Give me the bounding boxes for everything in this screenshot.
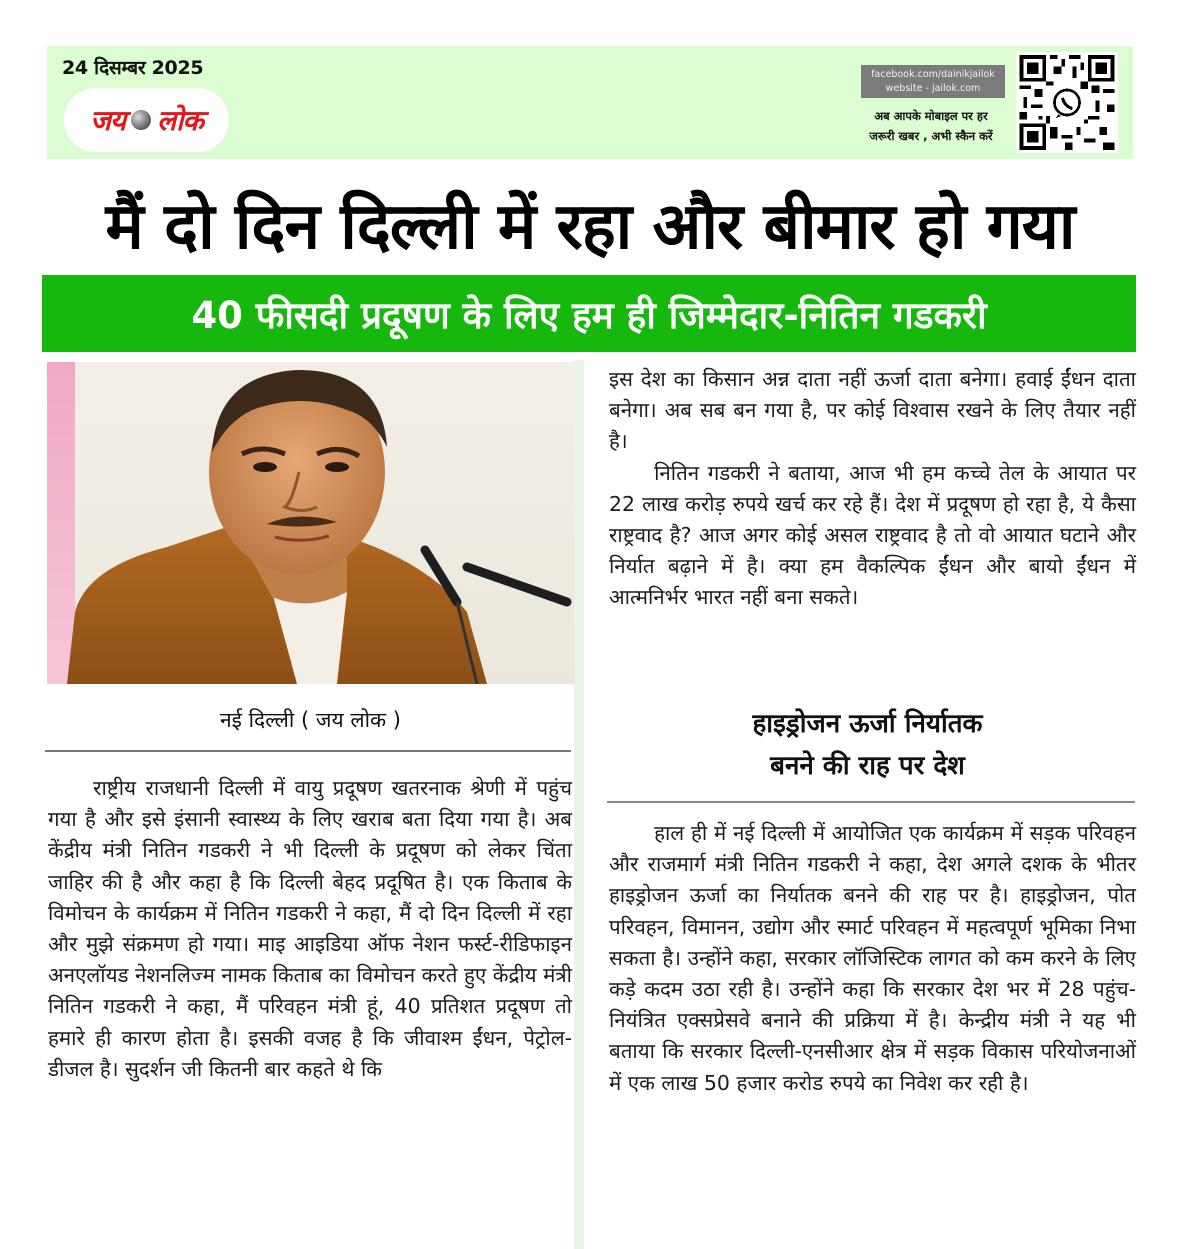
facebook-link[interactable]: facebook.com/dainikjailok bbox=[871, 69, 995, 80]
section-heading-line1: हाइड्रोजन ऊर्जा निर्यातक bbox=[752, 709, 983, 739]
section-heading-line2: बनने की राह पर देश bbox=[770, 751, 965, 781]
speaker-portrait-illustration bbox=[47, 362, 574, 684]
subheadline-text: 40 फीसदी प्रदूषण के लिए हम ही जिम्मेदार-नितिन गडकरी bbox=[191, 294, 987, 337]
section-divider bbox=[607, 801, 1135, 803]
globe-icon bbox=[131, 110, 151, 130]
dateline: नई दिल्ली ( जय लोक ) bbox=[219, 708, 402, 732]
body-paragraph: राष्ट्रीय राजधानी दिल्ली में वायु प्रदूषण खतरनाक श्रेणी में पहुंच गया है और इसे इंसानी स्वास्थ्य के लिए खराब बता दिया गया है। अब केंद्रीय मंत्री नितिन गडकरी ने भी दिल्ली के प्रदूषण को लेकर चिंता जाहिर की है और कहा है कि दिल्ली बेहद प्रदूषित है। एक किताब के विमोचन के कार्यक्रम में नितिन गडकरी ने कहा, मैं दो दिन दिल्ली में रहा और मुझे संक्रमण हो गया। माइ आइडिया ऑफ नेशन फर्स्ट-रीडिफाइन अनएलॉयड नेशनलिज्म नामक किताब का विमोचन करते हुए केंद्रीय मंत्री नितिन गडकरी ने कहा, मैं परिवहन मंत्री हूं, 40 प्रतिशत प्रदूषण तो हमारे ही कारण होता है। इसकी वजह है कि जीवाश्म ईंधन, पेट्रोल-डीजल है। सुदर्शन जी कितनी बार कहते थे कि bbox=[48, 776, 572, 1081]
website-link[interactable]: website - jailok.com bbox=[885, 83, 981, 94]
body-paragraph: इस देश का किसान अन्न दाता नहीं ऊर्जा दाता बनेगा। हवाई ईंधन दाता बनेगा। अब सब बन गया है, पर कोई विश्वास रखने के लिए तैयार नहीं है। bbox=[609, 367, 1136, 454]
right-column-body-top bbox=[609, 364, 1136, 614]
body-paragraph: नितिन गडकरी ने बताया, आज भी हम कच्चे तेल के आयात पर 22 लाख करोड़ रुपये खर्च कर रहे हैं। देश में प्रदूषण हो रहा है, ये कैसा राष्ट्रवाद है? आज अगर कोई असल राष्ट्रवाद है तो वो आयात घटाने और निर्यात बढ़ाने में है। क्या हम वैकल्पिक ईंधन और बायो ईंधन में आत्मनिर्भर भारत नहीं बना सकते। bbox=[609, 460, 1136, 610]
scan-prompt-line2: जरूरी खबर , अभी स्कैन करें bbox=[869, 129, 993, 143]
issue-date: 24 दिसम्बर 2025 bbox=[62, 57, 204, 79]
column-divider bbox=[574, 360, 584, 1249]
section-heading bbox=[597, 703, 1138, 787]
masthead bbox=[47, 46, 1133, 159]
logo-word-lok: लोक bbox=[157, 104, 203, 137]
article-photo[interactable] bbox=[47, 362, 574, 684]
social-links-box bbox=[861, 65, 1005, 98]
body-paragraph: हाल ही में नई दिल्ली में आयोजित एक कार्यक्रम में सड़क परिवहन और राजमार्ग मंत्री नितिन गडकरी ने कहा, देश अगले दशक के भीतर हाइड्रोजन ऊर्जा का निर्यातक बनने की राह पर है। हाइड्रोजन, पोत परिवहन, विमानन, उद्योग और स्मार्ट परिवहन में महत्वपूर्ण भूमिका निभा सकता है। उन्होंने कहा, सरकार लॉजिस्टिक लागत को कम करने के लिए कड़े कदम उठा रही है। उन्होंने कहा कि सरकार देश भर में 28 पहुंच-नियंत्रित एक्सप्रेसवे बनाने की प्रक्रिया में है। केन्द्रीय मंत्री ने यह भी बताया कि सरकार दिल्ली-एनसीआर क्षेत्र में सड़क विकास परियोजनाओं में एक लाख 50 हजार करोड रुपये का निवेश कर रही है। bbox=[609, 821, 1136, 1095]
headline: मैं दो दिन दिल्ली में रहा और बीमार हो गया bbox=[105, 190, 1075, 264]
left-column-body bbox=[48, 773, 572, 1085]
scan-prompt bbox=[855, 106, 1007, 146]
whatsapp-qr-code-icon[interactable] bbox=[1016, 52, 1118, 153]
dateline-divider bbox=[45, 750, 571, 752]
scan-prompt-line1: अब आपके मोबाइल पर हर bbox=[874, 109, 988, 123]
subheadline-banner bbox=[42, 275, 1136, 352]
newspaper-logo[interactable] bbox=[64, 88, 229, 152]
right-column-body-bottom bbox=[609, 818, 1136, 1099]
logo-word-jay: जय bbox=[90, 104, 126, 137]
